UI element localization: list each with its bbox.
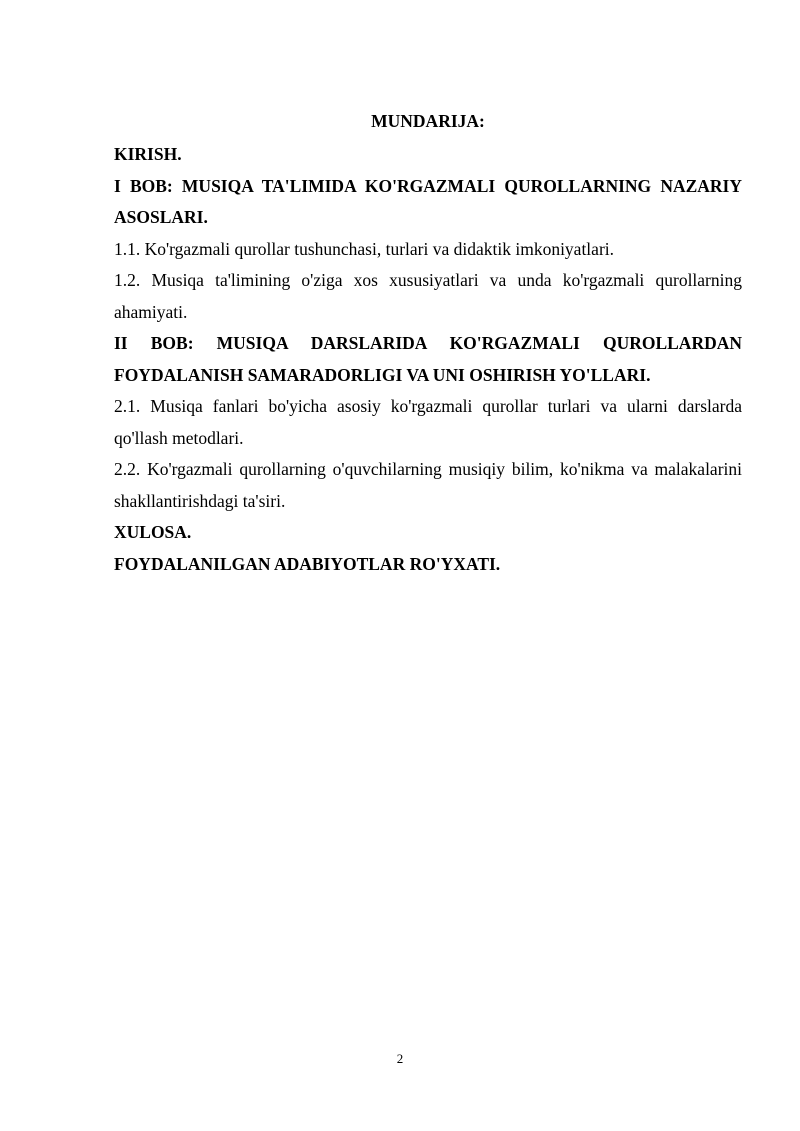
toc-title: MUNDARIJA: (371, 111, 485, 131)
toc-entry-section-2-2: 2.2. Ko'rgazmali qurollarning o'quvchilarning musiqiy bilim, ko'nikma va malakalarini shakllantirishdagi ta'siri. (114, 459, 742, 511)
toc-entry-conclusion: XULOSA. (114, 522, 192, 542)
toc-entry-section-1-2: 1.2. Musiqa ta'limining o'ziga xos xususiyatlari va unda ko'rgazmali qurollarning ahamiyati. (114, 270, 742, 322)
toc-entry-chapter-2: II BOB: MUSIQA DARSLARIDA KO'RGAZMALI QUROLLARDAN FOYDALANISH SAMARADORLIGI VA UNI OSHIRISH YO'LLARI. (114, 333, 742, 385)
table-of-contents (114, 108, 742, 580)
toc-entry-section-1-1: 1.1. Ko'rgazmali qurollar tushunchasi, turlari va didaktik imkoniyatlari. (114, 238, 615, 259)
toc-entry-section-2-1: 2.1. Musiqa fanlari bo'yicha asosiy ko'rgazmali qurollar turlari va ularni darslarda qo'llash metodlari. (114, 396, 742, 448)
toc-entry-introduction: KIRISH. (114, 144, 182, 164)
page-number: 2 (396, 1051, 404, 1066)
toc-entry-references: FOYDALANILGAN ADABIYOTLAR RO'YXATI. (114, 553, 501, 574)
toc-entry-chapter-1: I BOB: MUSIQA TA'LIMIDA KO'RGAZMALI QUROLLARNING NAZARIY ASOSLARI. (114, 175, 742, 227)
